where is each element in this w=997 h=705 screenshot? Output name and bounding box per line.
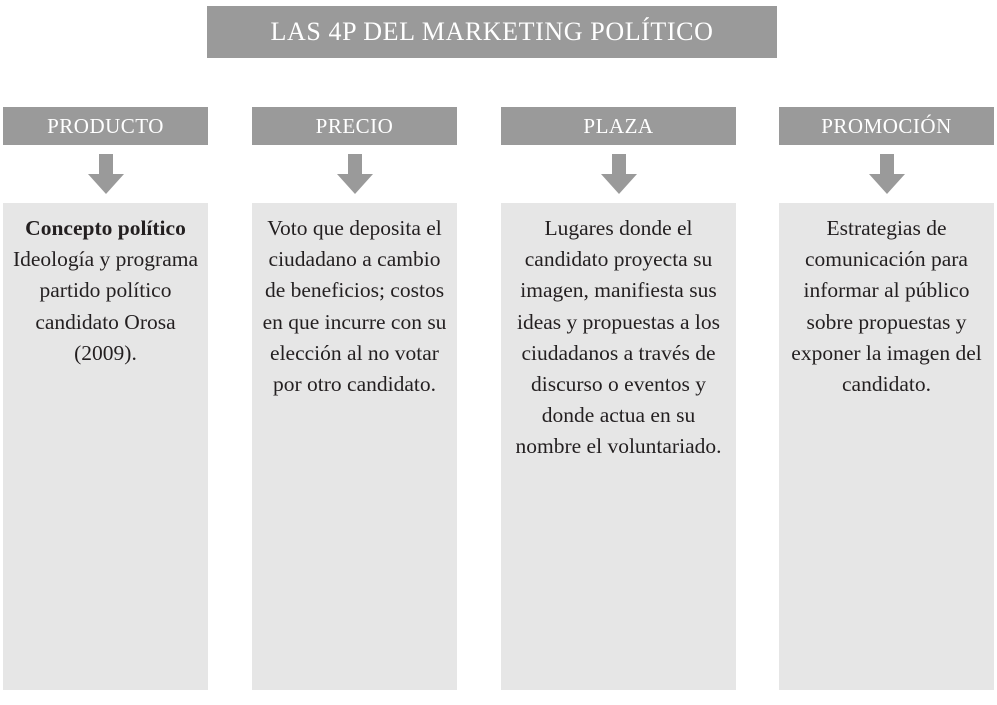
column-body-producto bbox=[3, 203, 208, 690]
down-arrow-icon bbox=[337, 154, 373, 194]
arrow-container-promocion bbox=[779, 145, 994, 203]
down-arrow-icon bbox=[88, 154, 124, 194]
diagram-title: LAS 4P DEL MARKETING POLÍTICO bbox=[207, 6, 777, 58]
column-text-producto: Ideología y programa partido político candidato Orosa (2009). bbox=[12, 247, 199, 365]
column-header-plaza: PLAZA bbox=[501, 107, 736, 145]
column-text-precio: Voto que deposita el ciudadano a cambio de beneficios; costos en que incurre con su elección al no votar por otro candidato. bbox=[262, 216, 447, 396]
arrow-container-plaza bbox=[501, 145, 736, 203]
column-plaza bbox=[501, 107, 736, 690]
column-precio bbox=[252, 107, 457, 690]
column-header-precio: PRECIO bbox=[252, 107, 457, 145]
down-arrow-icon bbox=[601, 154, 637, 194]
arrow-container-precio bbox=[252, 145, 457, 203]
column-header-promocion: PROMOCIÓN bbox=[779, 107, 994, 145]
down-arrow-icon bbox=[869, 154, 905, 194]
column-body-promocion bbox=[779, 203, 994, 690]
column-text-plaza: Lugares donde el candidato proyecta su imagen, manifiesta sus ideas y propuestas a los ciudadanos a través de discurso o eventos y donde actua en su nombre el voluntariado. bbox=[515, 216, 722, 459]
column-text-promocion: Estrategias de comunicación para informar al público sobre propuestas y exponer la imagen del candidato. bbox=[791, 216, 982, 396]
arrow-container-producto bbox=[3, 145, 208, 203]
column-producto bbox=[3, 107, 208, 690]
column-header-producto: PRODUCTO bbox=[3, 107, 208, 145]
column-body-precio bbox=[252, 203, 457, 690]
column-lead-producto: Concepto político bbox=[25, 216, 186, 240]
column-body-plaza bbox=[501, 203, 736, 690]
column-promocion bbox=[779, 107, 994, 690]
